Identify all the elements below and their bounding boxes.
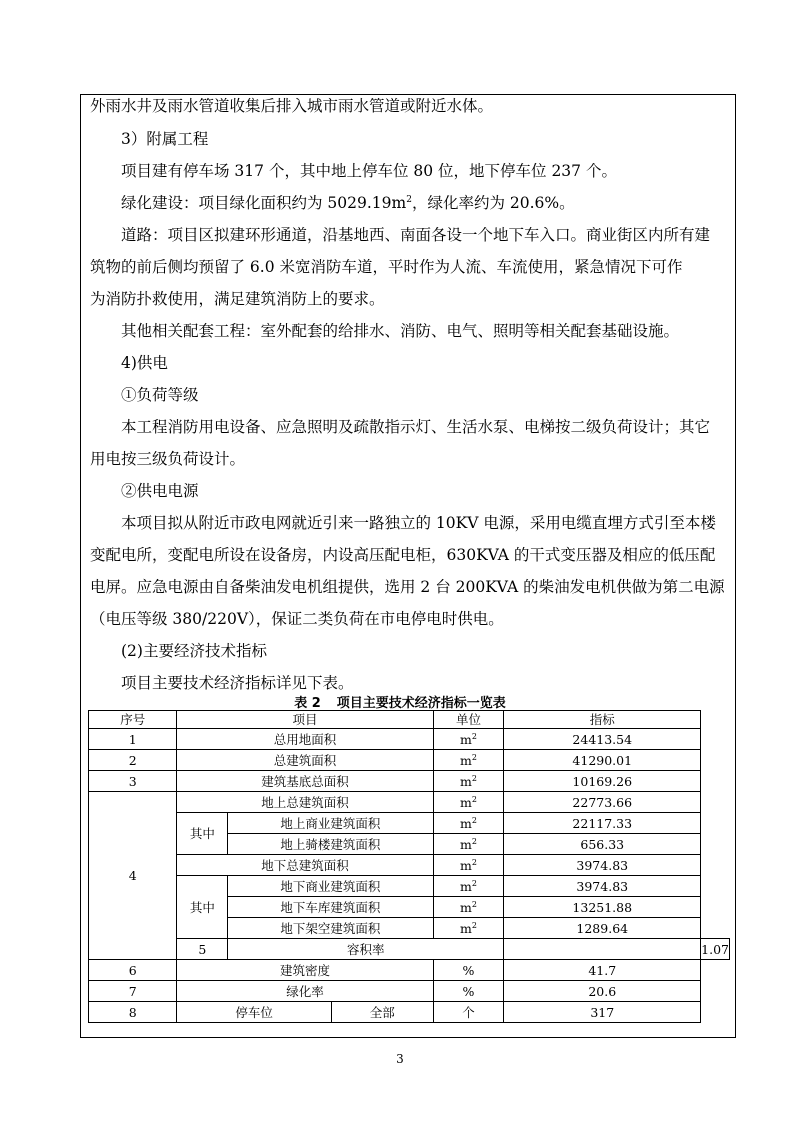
cell-unit: $m^2$ xyxy=(433,729,504,750)
cell-unit: $m^2$ xyxy=(433,834,504,855)
paragraph-line: 变配电所，变配电所设在设备房，内设高压配电柜，630KVA 的干式变压器及相应的低压配 xyxy=(90,546,716,564)
cell-value: 22773.66 xyxy=(504,792,701,813)
cell-no: 2 xyxy=(89,750,177,771)
cell-item: 绿化率 xyxy=(177,981,433,1002)
cell-item: 地上商业建筑面积 xyxy=(228,813,433,834)
subheading-load-level: ①负荷等级 xyxy=(121,386,199,404)
cell-unit: $m^2$ xyxy=(433,918,504,939)
cell-value: 1.07 xyxy=(701,939,730,960)
cell-unit: $m^2$ xyxy=(433,792,504,813)
cell-group: 其中 xyxy=(177,876,228,939)
paragraph-line: 项目建有停车场 317 个，其中地上停车位 80 位，地下停车位 237 个。 xyxy=(121,162,617,180)
cell-unit: % xyxy=(433,960,504,981)
section-heading-indicators: (2)主要经济技术指标 xyxy=(121,642,267,660)
table-header-row xyxy=(89,711,730,729)
table-row xyxy=(89,792,730,813)
table-caption: 表 2 项目主要技术经济指标一览表 xyxy=(294,696,506,711)
header-item: 项目 xyxy=(177,711,433,729)
cell-value: 24413.54 xyxy=(504,729,701,750)
cell-group: 其中 xyxy=(177,813,228,855)
cell-value: 41.7 xyxy=(504,960,701,981)
table-row xyxy=(89,876,730,897)
paragraph-line: 为消防扑救使用，满足建筑消防上的要求。 xyxy=(90,290,385,308)
cell-item: 停车位 xyxy=(177,1002,331,1023)
cell-unit: $m^2$ xyxy=(433,876,504,897)
table-row xyxy=(89,960,730,981)
cell-value: 10169.26 xyxy=(504,771,701,792)
cell-item: 地下车库建筑面积 xyxy=(228,897,433,918)
cell-item: 容积率 xyxy=(228,939,504,960)
cell-item: 地下总建筑面积 xyxy=(177,855,433,876)
table-row xyxy=(89,1002,730,1023)
paragraph-line: 筑物的前后侧均预留了 6.0 米宽消防车道，平时作为人流、车流使用，紧急情况下可作 xyxy=(90,258,683,276)
paragraph-line: 外雨水井及雨水管道收集后排入城市雨水管道或附近水体。 xyxy=(90,97,494,115)
header-unit: 单位 xyxy=(433,711,504,729)
cell-value: 22117.33 xyxy=(504,813,701,834)
cell-value: 656.33 xyxy=(504,834,701,855)
header-value: 指标 xyxy=(504,711,701,729)
section-heading-power: 4)供电 xyxy=(121,354,168,372)
page-number: 3 xyxy=(396,1052,404,1066)
cell-item: 建筑基底总面积 xyxy=(177,771,433,792)
cell-no: 1 xyxy=(89,729,177,750)
subheading-power-source: ②供电电源 xyxy=(121,482,199,500)
table-row xyxy=(89,981,730,1002)
table-row xyxy=(89,939,730,960)
cell-item: 地上总建筑面积 xyxy=(177,792,433,813)
paragraph-line: 本工程消防用电设备、应急照明及疏散指示灯、生活水泵、电梯按二级负荷设计；其它 xyxy=(121,418,711,436)
header-no: 序号 xyxy=(89,711,177,729)
cell-no: 4 xyxy=(89,792,177,960)
cell-item: 地上骑楼建筑面积 xyxy=(228,834,433,855)
cell-item: 总建筑面积 xyxy=(177,750,433,771)
cell-subitem: 全部 xyxy=(331,1002,433,1023)
cell-no: 6 xyxy=(89,960,177,981)
cell-value: 3974.83 xyxy=(504,876,701,897)
paragraph-line: 本项目拟从附近市政电网就近引来一路独立的 10KV 电源，采用电缆直埋方式引至本楼 xyxy=(121,514,716,532)
cell-item: 地下商业建筑面积 xyxy=(228,876,433,897)
paragraph-line: 其他相关配套工程：室外配套的给排水、消防、电气、照明等相关配套基础设施。 xyxy=(121,322,680,340)
paragraph-line: （电压等级 380/220V），保证二类负荷在市电停电时供电。 xyxy=(90,610,504,628)
table-row xyxy=(89,750,730,771)
cell-item: 地下架空建筑面积 xyxy=(228,918,433,939)
cell-unit: $m^2$ xyxy=(433,813,504,834)
cell-value: 3974.83 xyxy=(504,855,701,876)
section-heading-ancillary: 3）附属工程 xyxy=(121,130,209,148)
paragraph-line: 项目主要技术经济指标详见下表。 xyxy=(121,674,354,692)
cell-no: 7 xyxy=(89,981,177,1002)
table-row xyxy=(89,813,730,834)
cell-unit: % xyxy=(433,981,504,1002)
paragraph-line: 用电按三级负荷设计。 xyxy=(90,450,246,468)
table-row xyxy=(89,729,730,750)
cell-item: 总用地面积 xyxy=(177,729,433,750)
table-row xyxy=(89,771,730,792)
paragraph-line: 绿化建设：项目绿化面积约为 $5029.19m^2$，绿化率约为 20.6%。 xyxy=(121,194,575,212)
cell-unit: $m^2$ xyxy=(433,855,504,876)
cell-value: 41290.01 xyxy=(504,750,701,771)
cell-value: 317 xyxy=(504,1002,701,1023)
cell-no: 8 xyxy=(89,1002,177,1023)
cell-no: 5 xyxy=(177,939,228,960)
cell-value: 1289.64 xyxy=(504,918,701,939)
technical-indicators-table xyxy=(88,710,730,1023)
cell-unit: 个 xyxy=(433,1002,504,1023)
cell-unit: $m^2$ xyxy=(433,897,504,918)
cell-no: 3 xyxy=(89,771,177,792)
table-row xyxy=(89,855,730,876)
cell-value: 13251.88 xyxy=(504,897,701,918)
cell-value: 20.6 xyxy=(504,981,701,1002)
cell-unit: $m^2$ xyxy=(433,771,504,792)
cell-unit xyxy=(504,939,701,960)
paragraph-line: 电屏。应急电源由自备柴油发电机组提供，选用 2 台 200KVA 的柴油发电机供做为第二电源 xyxy=(90,578,725,596)
cell-unit: $m^2$ xyxy=(433,750,504,771)
paragraph-line: 道路：项目区拟建环形通道，沿基地西、南面各设一个地下车入口。商业街区内所有建 xyxy=(121,226,711,244)
cell-item: 建筑密度 xyxy=(177,960,433,981)
